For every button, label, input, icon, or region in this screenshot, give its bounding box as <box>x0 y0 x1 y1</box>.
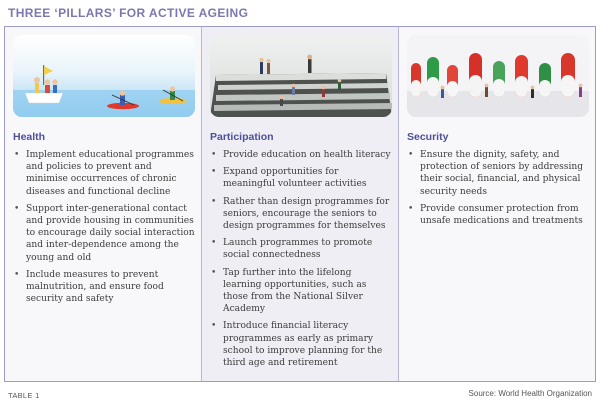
list-item: • Introduce financial literacy programmes as early as primary school to improve planning for the third age and retirement <box>210 320 392 369</box>
list-item: • Provide consumer protection from unsafe medications and treatments <box>407 203 589 227</box>
list-item: • Launch programmes to promote social connectedness <box>210 237 392 261</box>
table-label: TABLE 1 <box>8 391 40 400</box>
column-security <box>398 27 595 381</box>
security-list <box>407 149 589 232</box>
list-item: • Support inter-generational contact and provide housing in communities to encourage daily social interaction and inter-dependence among the young and old <box>13 203 195 264</box>
list-item: • Implement educational programmes and policies to prevent and minimise occurrences of chronic diseases and functional decline <box>13 149 195 198</box>
list-item: • Ensure the dignity, safety, and protection of seniors by addressing their social, financial, and physical security needs <box>407 149 589 198</box>
security-photo <box>407 35 589 117</box>
health-photo-image <box>13 35 195 117</box>
pillars-table <box>4 26 596 382</box>
security-photo-image <box>407 35 589 117</box>
column-heading-health: Health <box>13 131 46 143</box>
list-item: • Provide education on health literacy <box>210 149 392 161</box>
list-item: • Include measures to prevent malnutrition, and ensure food security and safety <box>13 269 195 306</box>
column-heading-security: Security <box>407 131 449 143</box>
source-note: Source: World Health Organization <box>468 389 592 398</box>
list-item: • Expand opportunities for meaningful volunteer activities <box>210 166 392 190</box>
participation-photo-image <box>210 35 392 117</box>
health-list <box>13 149 195 310</box>
table-title: THREE ‘PILLARS’ FOR ACTIVE AGEING <box>8 6 249 20</box>
list-item: • Tap further into the lifelong learning opportunities, such as those from the National Silver Academy <box>210 267 392 316</box>
column-heading-participation: Participation <box>210 131 274 143</box>
health-photo <box>13 35 195 117</box>
participation-photo <box>210 35 392 117</box>
participation-list <box>210 149 392 374</box>
list-item: • Rather than design programmes for seniors, encourage the seniors to design programmes for themselves <box>210 196 392 233</box>
column-health <box>5 27 201 381</box>
column-participation <box>201 27 398 381</box>
